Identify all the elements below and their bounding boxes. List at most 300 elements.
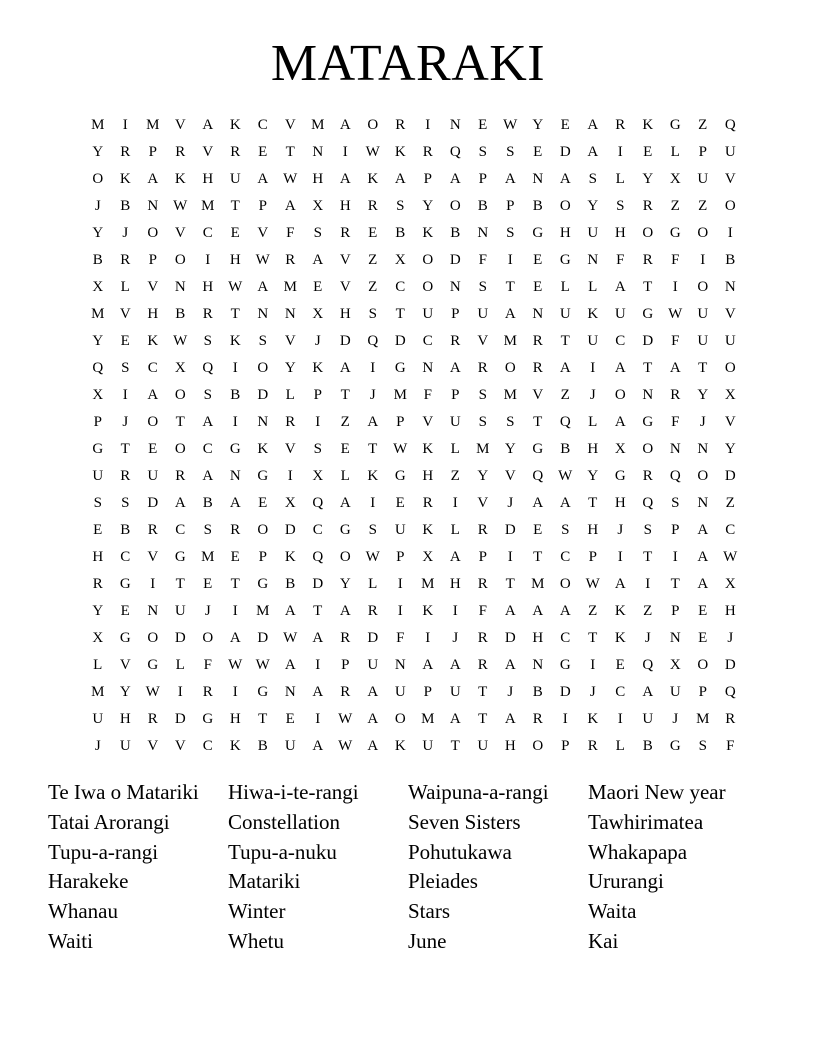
grid-letter: G (669, 225, 681, 241)
grid-letter: M (91, 306, 105, 322)
grid-letter: B (532, 198, 543, 214)
grid-letter: T (588, 495, 598, 511)
grid-letter: L (588, 414, 598, 430)
grid-letter: C (120, 549, 131, 565)
grid-letter: O (724, 360, 736, 376)
grid-letter: K (422, 522, 434, 538)
grid-letter: H (92, 549, 104, 565)
grid-letter: T (258, 711, 268, 727)
grid-letter: L (450, 522, 460, 538)
grid-letter: X (312, 468, 324, 484)
grid-letter: U (92, 468, 104, 484)
grid-letter: U (367, 657, 379, 673)
grid-letter: T (230, 306, 240, 322)
grid-letter: B (642, 738, 653, 754)
grid-row (84, 652, 744, 679)
grid-letter: M (256, 603, 270, 619)
word-list-item: Tupu-a-rangi (48, 839, 159, 864)
grid-row (84, 382, 744, 409)
grid-letter: Z (560, 387, 570, 403)
grid-letter: K (174, 171, 186, 187)
grid-letter: W (365, 549, 380, 565)
grid-letter: W (145, 684, 160, 700)
grid-letter: D (559, 144, 571, 160)
grid-letter: A (174, 495, 186, 511)
grid-letter: V (724, 171, 736, 187)
grid-letter: G (339, 522, 351, 538)
word-list-item: June (408, 928, 447, 953)
grid-letter: F (671, 414, 680, 430)
grid-letter: G (394, 468, 406, 484)
grid-letter: W (723, 549, 738, 565)
grid-letter: G (669, 117, 681, 133)
grid-letter: N (174, 279, 186, 295)
grid-letter: F (726, 738, 735, 754)
grid-letter: X (724, 387, 736, 403)
grid-letter: A (229, 630, 241, 646)
grid-letter: C (422, 333, 433, 349)
grid-letter: D (449, 252, 461, 268)
grid-letter: P (396, 414, 405, 430)
grid-letter: E (478, 117, 488, 133)
grid-letter: D (257, 387, 269, 403)
grid-letter: I (507, 252, 513, 268)
grid-letter: A (642, 684, 654, 700)
grid-letter: S (313, 441, 322, 457)
grid-letter: V (174, 738, 186, 754)
grid-letter: M (421, 576, 435, 592)
grid-letter: Z (698, 117, 708, 133)
grid-letter: E (230, 225, 240, 241)
grid-letter: G (532, 225, 544, 241)
grid-letter: V (532, 387, 544, 403)
grid-letter: N (532, 171, 544, 187)
grid-letter: X (312, 306, 324, 322)
grid-letter: Q (312, 549, 324, 565)
grid-letter: U (614, 306, 626, 322)
grid-letter: A (449, 360, 461, 376)
grid-letter: A (532, 603, 544, 619)
grid-letter: H (724, 603, 736, 619)
grid-letter: U (587, 333, 599, 349)
grid-letter: J (699, 414, 706, 430)
grid-letter: K (394, 738, 406, 754)
grid-letter: B (120, 522, 131, 538)
grid-row (84, 598, 744, 625)
grid-letter: D (724, 657, 736, 673)
grid-letter: L (93, 657, 103, 673)
grid-letter: O (697, 657, 709, 673)
grid-letter: N (477, 225, 489, 241)
word-list-item: Maori New year (588, 780, 726, 804)
grid-letter: Z (698, 198, 708, 214)
grid-letter: V (284, 441, 296, 457)
grid-letter: K (422, 225, 434, 241)
grid-letter: E (560, 117, 570, 133)
grid-letter: V (284, 117, 296, 133)
grid-letter: P (396, 549, 405, 565)
grid-letter: A (587, 144, 599, 160)
grid-letter: N (257, 414, 269, 430)
grid-letter: S (93, 495, 102, 511)
grid-letter: W (338, 711, 353, 727)
grid-letter: Q (724, 684, 736, 700)
grid-letter: X (92, 279, 104, 295)
word-list-item: Te Iwa o Matariki (48, 780, 199, 804)
grid-letter: T (340, 387, 350, 403)
grid-letter: Y (504, 441, 516, 457)
grid-letter: V (257, 225, 269, 241)
word-list-item: Harakeke (48, 869, 129, 894)
grid-letter: D (147, 495, 159, 511)
grid-letter: J (369, 387, 376, 403)
grid-letter: N (422, 360, 434, 376)
grid-letter: F (478, 252, 487, 268)
grid-letter: A (559, 603, 571, 619)
grid-letter: G (119, 576, 131, 592)
grid-letter: Z (450, 468, 460, 484)
grid-letter: F (203, 657, 212, 673)
grid-letter: I (232, 684, 238, 700)
grid-row (84, 571, 744, 598)
grid-letter: R (120, 468, 131, 484)
grid-row (84, 490, 744, 517)
grid-letter: X (724, 576, 736, 592)
grid-row (84, 544, 744, 571)
grid-letter: V (422, 414, 434, 430)
grid-letter: J (617, 522, 624, 538)
grid-letter: T (450, 738, 460, 754)
grid-letter: J (589, 684, 596, 700)
grid-letter: G (174, 549, 186, 565)
grid-letter: N (669, 630, 681, 646)
grid-letter: P (313, 387, 322, 403)
grid-letter: O (559, 198, 571, 214)
grid-letter: F (286, 225, 295, 241)
grid-letter: H (339, 198, 351, 214)
grid-letter: G (257, 684, 269, 700)
grid-letter: X (92, 387, 104, 403)
grid-letter: R (367, 198, 378, 214)
grid-letter: A (312, 630, 324, 646)
grid-letter: P (671, 522, 680, 538)
grid-letter: R (120, 252, 131, 268)
grid-letter: N (587, 252, 599, 268)
grid-letter: A (284, 603, 296, 619)
word-list-item: Winter (228, 899, 286, 924)
grid-letter: F (423, 387, 432, 403)
grid-letter: R (532, 333, 543, 349)
grid-letter: M (421, 711, 435, 727)
grid-letter: T (175, 576, 185, 592)
word-list-item: Waiti (48, 928, 93, 953)
grid-letter: E (698, 603, 708, 619)
grid-letter: O (174, 441, 186, 457)
grid-letter: C (147, 360, 158, 376)
grid-letter: T (560, 333, 570, 349)
grid-letter: X (312, 198, 324, 214)
grid-letter: E (148, 441, 158, 457)
word-list-item: Pleiades (408, 869, 478, 894)
grid-letter: P (478, 171, 487, 187)
grid-letter: E (533, 522, 543, 538)
grid-letter: B (532, 684, 543, 700)
grid-letter: S (121, 360, 130, 376)
grid-letter: E (258, 495, 268, 511)
grid-letter: Y (92, 603, 104, 619)
grid-letter: Y (422, 198, 434, 214)
grid-letter: O (257, 360, 269, 376)
grid-letter: U (284, 738, 296, 754)
grid-letter: E (285, 711, 295, 727)
grid-letter: Y (92, 225, 104, 241)
grid-letter: I (122, 117, 128, 133)
grid-letter: N (724, 279, 736, 295)
word-list-item: Tupu-a-nuku (228, 839, 337, 864)
word-list-item: Matariki (228, 869, 301, 894)
grid-letter: J (727, 630, 734, 646)
grid-letter: G (257, 468, 269, 484)
grid-letter: O (504, 360, 516, 376)
grid-letter: Q (724, 117, 736, 133)
grid-letter: A (669, 360, 681, 376)
grid-letter: A (504, 306, 516, 322)
grid-letter: D (174, 630, 186, 646)
grid-letter: Q (559, 414, 571, 430)
grid-letter: D (339, 333, 351, 349)
grid-letter: A (312, 738, 324, 754)
grid-letter: M (283, 279, 297, 295)
grid-letter: E (368, 225, 378, 241)
grid-letter: W (585, 576, 600, 592)
grid-letter: U (119, 738, 131, 754)
grid-row (84, 328, 744, 355)
grid-letter: J (507, 684, 514, 700)
grid-letter: K (367, 468, 379, 484)
grid-letter: A (339, 495, 351, 511)
grid-letter: L (615, 738, 625, 754)
grid-row (84, 220, 744, 247)
grid-letter: S (506, 225, 515, 241)
grid-letter: E (340, 441, 350, 457)
grid-letter: R (532, 711, 543, 727)
grid-letter: T (533, 549, 543, 565)
grid-letter: N (697, 441, 709, 457)
grid-letter: G (614, 468, 626, 484)
grid-letter: R (422, 495, 433, 511)
word-list-item: Ururangi (588, 869, 664, 894)
grid-letter: X (174, 360, 186, 376)
grid-letter: J (204, 603, 211, 619)
grid-letter: S (671, 495, 680, 511)
word-list-item: Constellation (228, 809, 340, 834)
grid-letter: A (202, 414, 214, 430)
grid-letter: B (560, 441, 571, 457)
grid-letter: O (174, 387, 186, 403)
grid-letter: I (370, 360, 376, 376)
grid-letter: U (697, 306, 709, 322)
grid-letter: E (533, 144, 543, 160)
grid-letter: C (312, 522, 323, 538)
word-list-item: Pohutukawa (408, 839, 512, 864)
grid-letter: V (284, 333, 296, 349)
grid-letter: G (669, 738, 681, 754)
grid-letter: U (724, 144, 736, 160)
grid-letter: I (617, 711, 623, 727)
grid-letter: Q (642, 657, 654, 673)
grid-letter: R (120, 144, 131, 160)
grid-letter: R (477, 576, 488, 592)
grid-letter: A (614, 576, 626, 592)
word-list-item: Hiwa-i-te-rangi (228, 780, 359, 804)
grid-letter: A (257, 171, 269, 187)
grid-letter: R (477, 657, 488, 673)
grid-letter: J (122, 225, 129, 241)
grid-letter: I (342, 144, 348, 160)
grid-letter: T (505, 279, 515, 295)
grid-letter: B (395, 225, 406, 241)
grid-letter: O (697, 279, 709, 295)
grid-letter: M (146, 117, 160, 133)
grid-letter: V (119, 657, 131, 673)
grid-letter: S (643, 522, 652, 538)
grid-letter: O (559, 576, 571, 592)
grid-letter: T (120, 441, 130, 457)
grid-letter: A (504, 603, 516, 619)
grid-letter: W (228, 657, 243, 673)
grid-letter: B (120, 198, 131, 214)
grid-letter: R (340, 630, 351, 646)
grid-letter: A (697, 549, 709, 565)
grid-letter: H (422, 468, 434, 484)
grid-letter: C (725, 522, 736, 538)
grid-letter: O (697, 225, 709, 241)
grid-letter: H (532, 630, 544, 646)
grid-letter: V (147, 279, 159, 295)
grid-letter: A (147, 387, 159, 403)
grid-letter: I (232, 603, 238, 619)
grid-letter: A (202, 117, 214, 133)
grid-letter: L (560, 279, 570, 295)
grid-letter: T (533, 414, 543, 430)
grid-letter: A (449, 657, 461, 673)
grid-letter: J (589, 387, 596, 403)
grid-letter: X (422, 549, 434, 565)
grid-letter: S (478, 414, 487, 430)
grid-letter: T (478, 711, 488, 727)
grid-letter: U (477, 738, 489, 754)
grid-letter: D (312, 576, 324, 592)
grid-letter: T (313, 603, 323, 619)
grid-letter: N (229, 468, 241, 484)
grid-letter: B (175, 306, 186, 322)
grid-letter: S (203, 522, 212, 538)
grid-letter: S (203, 387, 212, 403)
grid-letter: I (425, 630, 431, 646)
grid-letter: G (642, 306, 654, 322)
grid-letter: H (559, 225, 571, 241)
grid-letter: S (396, 198, 405, 214)
letter-grid (84, 112, 744, 760)
grid-letter: U (477, 306, 489, 322)
word-list-item: Stars (408, 899, 450, 924)
grid-letter: W (668, 306, 683, 322)
grid-letter: D (174, 711, 186, 727)
grid-letter: D (257, 630, 269, 646)
grid-letter: Z (340, 414, 350, 430)
grid-letter: I (562, 711, 568, 727)
grid-letter: A (312, 684, 324, 700)
grid-letter: M (531, 576, 545, 592)
grid-letter: S (258, 333, 267, 349)
grid-letter: A (312, 252, 324, 268)
grid-letter: W (173, 333, 188, 349)
grid-letter: O (394, 711, 406, 727)
grid-letter: I (287, 468, 293, 484)
grid-letter: U (92, 711, 104, 727)
grid-letter: T (175, 414, 185, 430)
grid-letter: R (587, 738, 598, 754)
grid-letter: C (560, 630, 571, 646)
grid-letter: A (697, 522, 709, 538)
grid-letter: K (147, 333, 159, 349)
grid-letter: I (672, 549, 678, 565)
grid-letter: E (93, 522, 103, 538)
grid-letter: H (504, 738, 516, 754)
grid-letter: P (671, 603, 680, 619)
word-list-item: Whanau (48, 899, 118, 924)
grid-letter: P (423, 684, 432, 700)
grid-letter: T (643, 549, 653, 565)
grid-letter: J (507, 495, 514, 511)
grid-letter: P (561, 738, 570, 754)
grid-letter: E (533, 279, 543, 295)
grid-letter: P (423, 171, 432, 187)
grid-letter: H (229, 711, 241, 727)
grid-letter: R (615, 117, 626, 133)
grid-row (84, 274, 744, 301)
grid-letter: U (642, 711, 654, 727)
grid-letter: B (92, 252, 103, 268)
grid-letter: N (697, 495, 709, 511)
grid-letter: R (340, 684, 351, 700)
grid-letter: D (642, 333, 654, 349)
grid-letter: D (724, 468, 736, 484)
grid-letter: X (284, 495, 296, 511)
grid-letter: A (339, 603, 351, 619)
grid-letter: U (724, 333, 736, 349)
grid-letter: I (232, 360, 238, 376)
grid-letter: D (284, 522, 296, 538)
grid-letter: M (91, 684, 105, 700)
grid-letter: Q (642, 495, 654, 511)
grid-letter: D (367, 630, 379, 646)
grid-letter: Q (312, 495, 324, 511)
grid-letter: V (119, 306, 131, 322)
grid-letter: R (450, 333, 461, 349)
grid-letter: U (697, 171, 709, 187)
grid-letter: U (422, 306, 434, 322)
grid-letter: R (202, 306, 213, 322)
grid-letter: M (311, 117, 325, 133)
grid-letter: Y (339, 576, 351, 592)
grid-letter: O (367, 117, 379, 133)
grid-letter: W (393, 441, 408, 457)
grid-letter: Y (477, 468, 489, 484)
grid-letter: E (615, 657, 625, 673)
grid-letter: G (147, 657, 159, 673)
grid-letter: N (147, 198, 159, 214)
